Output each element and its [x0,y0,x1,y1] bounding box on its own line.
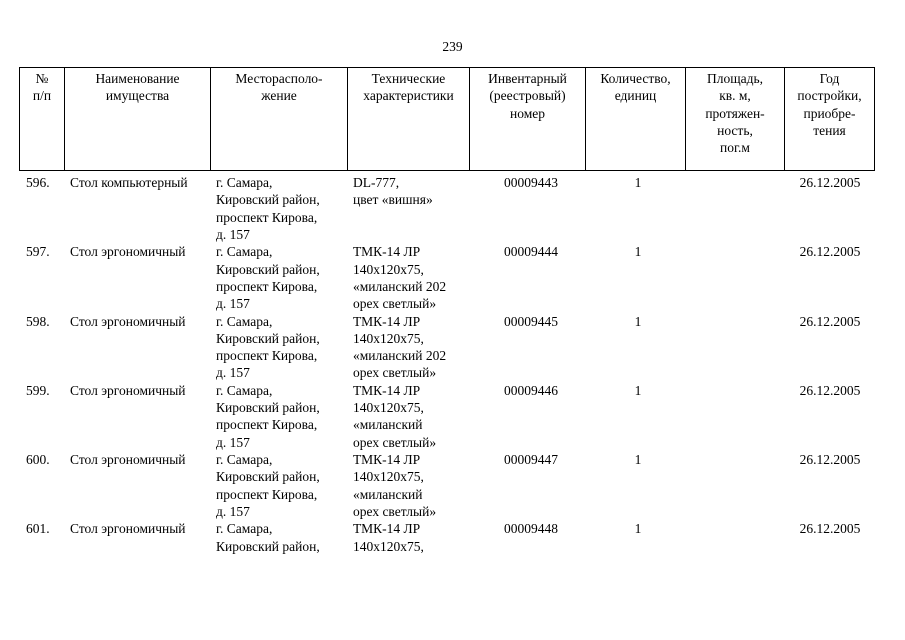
row-quantity: 1 [634,175,642,190]
row-year: 26.12.2005 [799,382,861,398]
table-row [19,174,875,243]
row-year: 26.12.2005 [799,313,861,329]
row-inventory: 00009448 [504,521,558,537]
row-year: 26.12.2005 [799,175,861,190]
table-row [19,243,875,312]
row-year: 26.12.2005 [799,521,861,537]
row-location: г. Самара, Кировский район, проспект Кирова, д. 157 [216,175,320,242]
header-year: Год постройки, приобре- тения [797,71,862,138]
table-row [19,313,875,382]
row-tech: ТМК-14 ЛР 140х120х75, «миланский орех светлый» [353,452,437,520]
row-number: 600. [26,452,50,468]
row-inventory: 00009445 [504,313,558,329]
row-number: 599. [26,382,50,398]
row-quantity: 1 [634,313,642,329]
row-tech: ТМК-14 ЛР 140х120х75, «миланский 202 орех светлый» [353,244,447,312]
header-quantity: Количество, единиц [586,68,686,170]
page-number: 239 [442,39,463,54]
row-location: г. Самара, Кировский район, [216,521,320,554]
row-inventory: 00009446 [504,382,558,398]
row-quantity: 1 [634,244,642,260]
row-name: Стол эргономичный [70,452,186,468]
row-tech: ТМК-14 ЛР 140х120х75, [353,521,424,554]
row-tech: ТМК-14 ЛР 140х120х75, «миланский орех светлый» [353,382,437,450]
header-tech: Технические характеристики [348,68,470,170]
row-number: 601. [26,521,50,537]
row-number: 598. [26,313,50,329]
row-quantity: 1 [634,382,642,398]
row-name: Стол эргономичный [70,382,186,398]
row-quantity: 1 [634,452,642,468]
row-location: г. Самара, Кировский район, проспект Кирова, д. 157 [216,244,320,312]
table-row [19,382,875,451]
table-row [19,520,875,589]
row-name: Стол эргономичный [70,244,186,260]
row-name: Стол компьютерный [70,175,188,190]
row-number: 596. [26,175,50,190]
header-inventory: Инвентарный (реестровый) номер [470,68,586,170]
header-location: Месторасполо- жение [211,68,348,170]
row-tech: ТМК-14 ЛР 140х120х75, «миланский 202 орех светлый» [353,313,447,381]
row-number: 597. [26,244,50,260]
table-body [19,174,875,590]
header-area: Площадь, кв. м, протяжен- ность, пог.м [686,68,785,170]
row-inventory: 00009443 [504,175,558,190]
row-name: Стол эргономичный [70,521,186,537]
row-quantity: 1 [634,521,642,537]
row-inventory: 00009447 [504,452,558,468]
row-year: 26.12.2005 [799,244,861,260]
row-inventory: 00009444 [504,244,558,260]
header-name: Наименование имущества [65,68,211,170]
row-name: Стол эргономичный [70,313,186,329]
row-location: г. Самара, Кировский район, проспект Кирова, д. 157 [216,382,320,450]
table-header [19,67,875,171]
header-number: № п/п [20,68,65,170]
row-year: 26.12.2005 [799,452,861,468]
row-location: г. Самара, Кировский район, проспект Кирова, д. 157 [216,313,320,381]
row-tech: DL-777, цвет «вишня» [353,175,433,208]
table-row [19,451,875,520]
row-location: г. Самара, Кировский район, проспект Кирова, д. 157 [216,452,320,520]
